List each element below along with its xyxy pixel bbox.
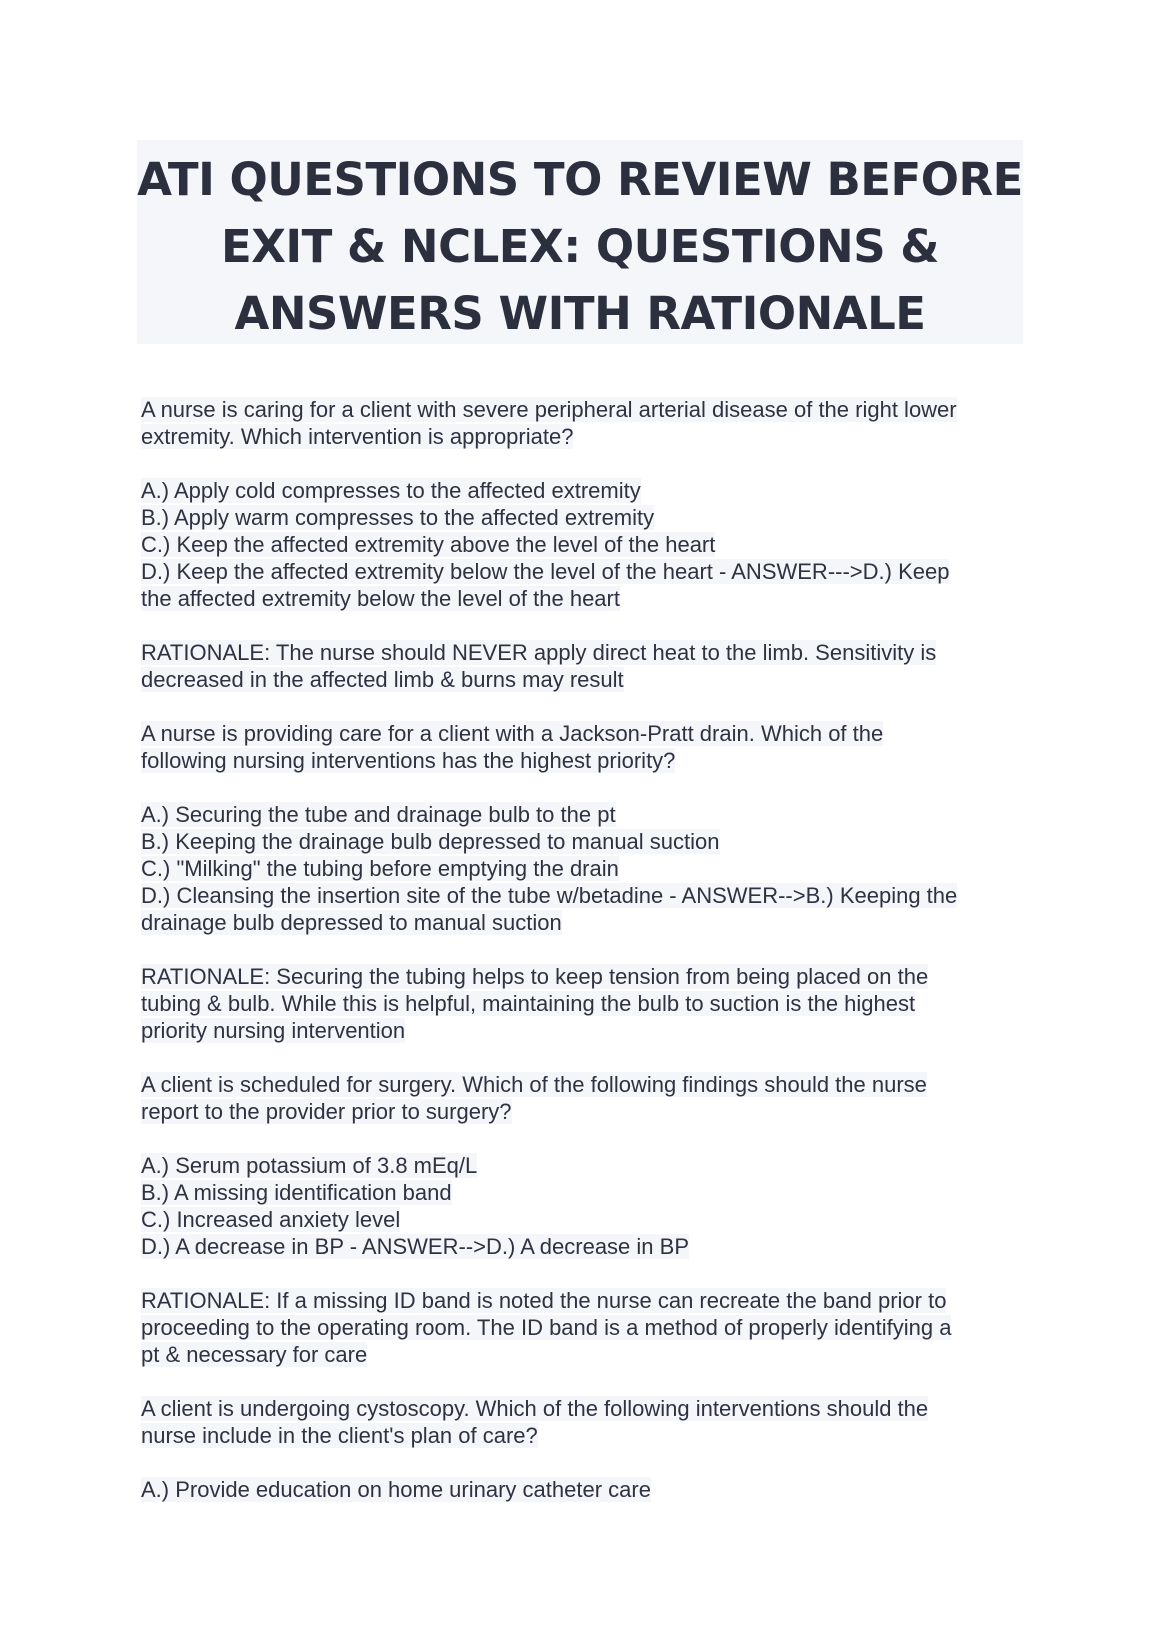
document-title [137,140,1023,344]
option-line: C.) Increased anxiety level [141,1207,401,1232]
option-line: D.) Cleansing the insertion site of the tube w/betadine - ANSWER-->B.) Keeping the [141,883,958,908]
question-block [141,1395,1021,1503]
answer-options [141,1476,1021,1503]
option-line: the affected extremity below the level of the heart [141,586,620,611]
option-line: C.) "Milking" the tubing before emptying the drain [141,856,619,881]
question-block [141,396,1021,693]
stem-line: A nurse is providing care for a client with a Jackson-Pratt drain. Which of the [141,721,884,746]
option-line: drainage bulb depressed to manual suction [141,910,562,935]
option-line: A.) Apply cold compresses to the affected extremity [141,478,641,503]
question-stem [141,1071,1021,1125]
option-line: D.) A decrease in BP - ANSWER-->D.) A decrease in BP [141,1234,689,1259]
rationale-line: RATIONALE: Securing the tubing helps to keep tension from being placed on the [141,964,929,989]
option-line: C.) Keep the affected extremity above the level of the heart [141,532,716,557]
title-line: ATI QUESTIONS TO REVIEW BEFORE [137,153,1023,206]
stem-line: extremity. Which intervention is appropriate? [141,424,574,449]
answer-options [141,1152,1021,1260]
stem-line: report to the provider prior to surgery? [141,1099,512,1124]
rationale-line: proceeding to the operating room. The ID band is a method of properly identifying a [141,1315,952,1340]
option-line: B.) A missing identification band [141,1180,452,1205]
rationale [141,639,1021,693]
rationale-line: RATIONALE: If a missing ID band is noted the nurse can recreate the band prior to [141,1288,947,1313]
rationale [141,963,1021,1044]
title-line: ANSWERS WITH RATIONALE [234,287,926,340]
document-body [141,396,1021,1503]
stem-line: A client is scheduled for surgery. Which of the following findings should the nurse [141,1072,927,1097]
option-line: B.) Keeping the drainage bulb depressed to manual suction [141,829,720,854]
option-line: A.) Provide education on home urinary catheter care [141,1477,651,1502]
option-line: D.) Keep the affected extremity below the level of the heart - ANSWER--->D.) Keep [141,559,950,584]
rationale-line: pt & necessary for care [141,1342,368,1367]
question-block [141,720,1021,1044]
stem-line: A client is undergoing cystoscopy. Which of the following interventions should the [141,1396,929,1421]
question-block [141,1071,1021,1368]
question-stem [141,396,1021,450]
stem-line: A nurse is caring for a client with severe peripheral arterial disease of the right lower [141,397,957,422]
stem-line: following nursing interventions has the highest priority? [141,748,676,773]
rationale-line: RATIONALE: The nurse should NEVER apply direct heat to the limb. Sensitivity is [141,640,937,665]
rationale [141,1287,1021,1368]
question-stem [141,1395,1021,1449]
answer-options [141,801,1021,936]
rationale-line: decreased in the affected limb & burns may result [141,667,624,692]
option-line: B.) Apply warm compresses to the affected extremity [141,505,655,530]
option-line: A.) Securing the tube and drainage bulb to the pt [141,802,616,827]
title-line: EXIT & NCLEX: QUESTIONS & [220,220,940,273]
rationale-line: priority nursing intervention [141,1018,406,1043]
rationale-line: tubing & bulb. While this is helpful, maintaining the bulb to suction is the highest [141,991,916,1016]
option-line: A.) Serum potassium of 3.8 mEq/L [141,1153,478,1178]
answer-options [141,477,1021,612]
question-stem [141,720,1021,774]
stem-line: nurse include in the client's plan of care? [141,1423,538,1448]
